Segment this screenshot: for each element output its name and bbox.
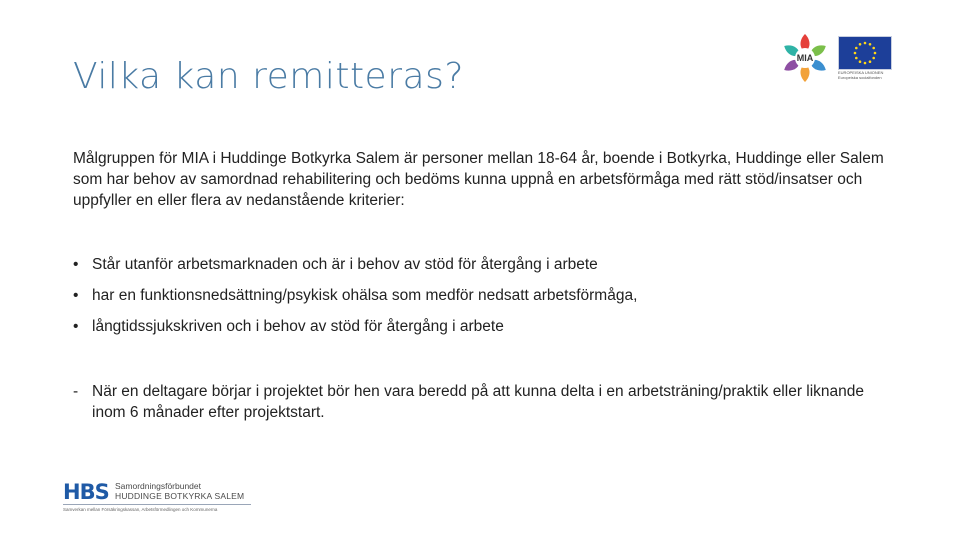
- eu-caption: [838, 70, 894, 80]
- hbs-logo-mark: HBS: [63, 480, 109, 504]
- bullet-marker: •: [73, 287, 79, 304]
- intro-paragraph: Målgruppen för MIA i Huddinge Botkyrka Salem är personer mellan 18-64 år, boende i Botkyrka, Huddinge eller Salem som har behov av samordnad rehabilitering och bedöms kunna uppnå en arbetsförmåga med rätt stöd/insatser och uppfyller en eller flera av nedanstående kriterier:: [73, 150, 884, 209]
- mia-logo-text: MIA: [796, 53, 814, 63]
- eu-caption-line1: EUROPEISKA UNIONEN: [838, 70, 884, 75]
- partner-logos: [780, 32, 892, 84]
- mia-logo: [780, 32, 830, 84]
- list-item-text: har en funktionsnedsättning/psykisk ohälsa som medför nedsatt arbetsförmåga,: [92, 287, 638, 304]
- note-paragraph: [73, 381, 893, 423]
- list-item-text: Står utanför arbetsmarknaden och är i behov av stöd för återgång i arbete: [92, 256, 598, 273]
- bullet-marker: •: [73, 318, 79, 335]
- list-item: [73, 316, 893, 337]
- hbs-logo: [63, 478, 258, 518]
- list-item: [73, 254, 893, 275]
- hbs-divider: [63, 504, 251, 505]
- note-text: När en deltagare börjar i projektet bör hen vara beredd på att kunna delta i en arbetsträning/praktik eller liknande inom 6 månader efter projektstart.: [92, 383, 865, 421]
- list-item-text: långtidssjukskriven och i behov av stöd för återgång i arbete: [92, 318, 504, 335]
- list-item: [73, 285, 893, 306]
- dash-marker: -: [73, 383, 79, 400]
- bullet-marker: •: [73, 256, 79, 273]
- criteria-list: [73, 254, 893, 347]
- eu-flag-icon: [838, 36, 892, 70]
- hbs-name-line2: HUDDINGE BOTKYRKA SALEM: [115, 491, 245, 501]
- slide-title: Vilka kan remitteras?: [73, 56, 464, 97]
- hbs-tagline: Samverkan mellan Försäkringskassan, Arbetsförmedlingen och Kommunerna: [63, 507, 218, 512]
- eu-caption-line2: Europeiska socialfonden: [838, 75, 882, 80]
- hbs-name-line1: Samordningsförbundet: [115, 481, 202, 491]
